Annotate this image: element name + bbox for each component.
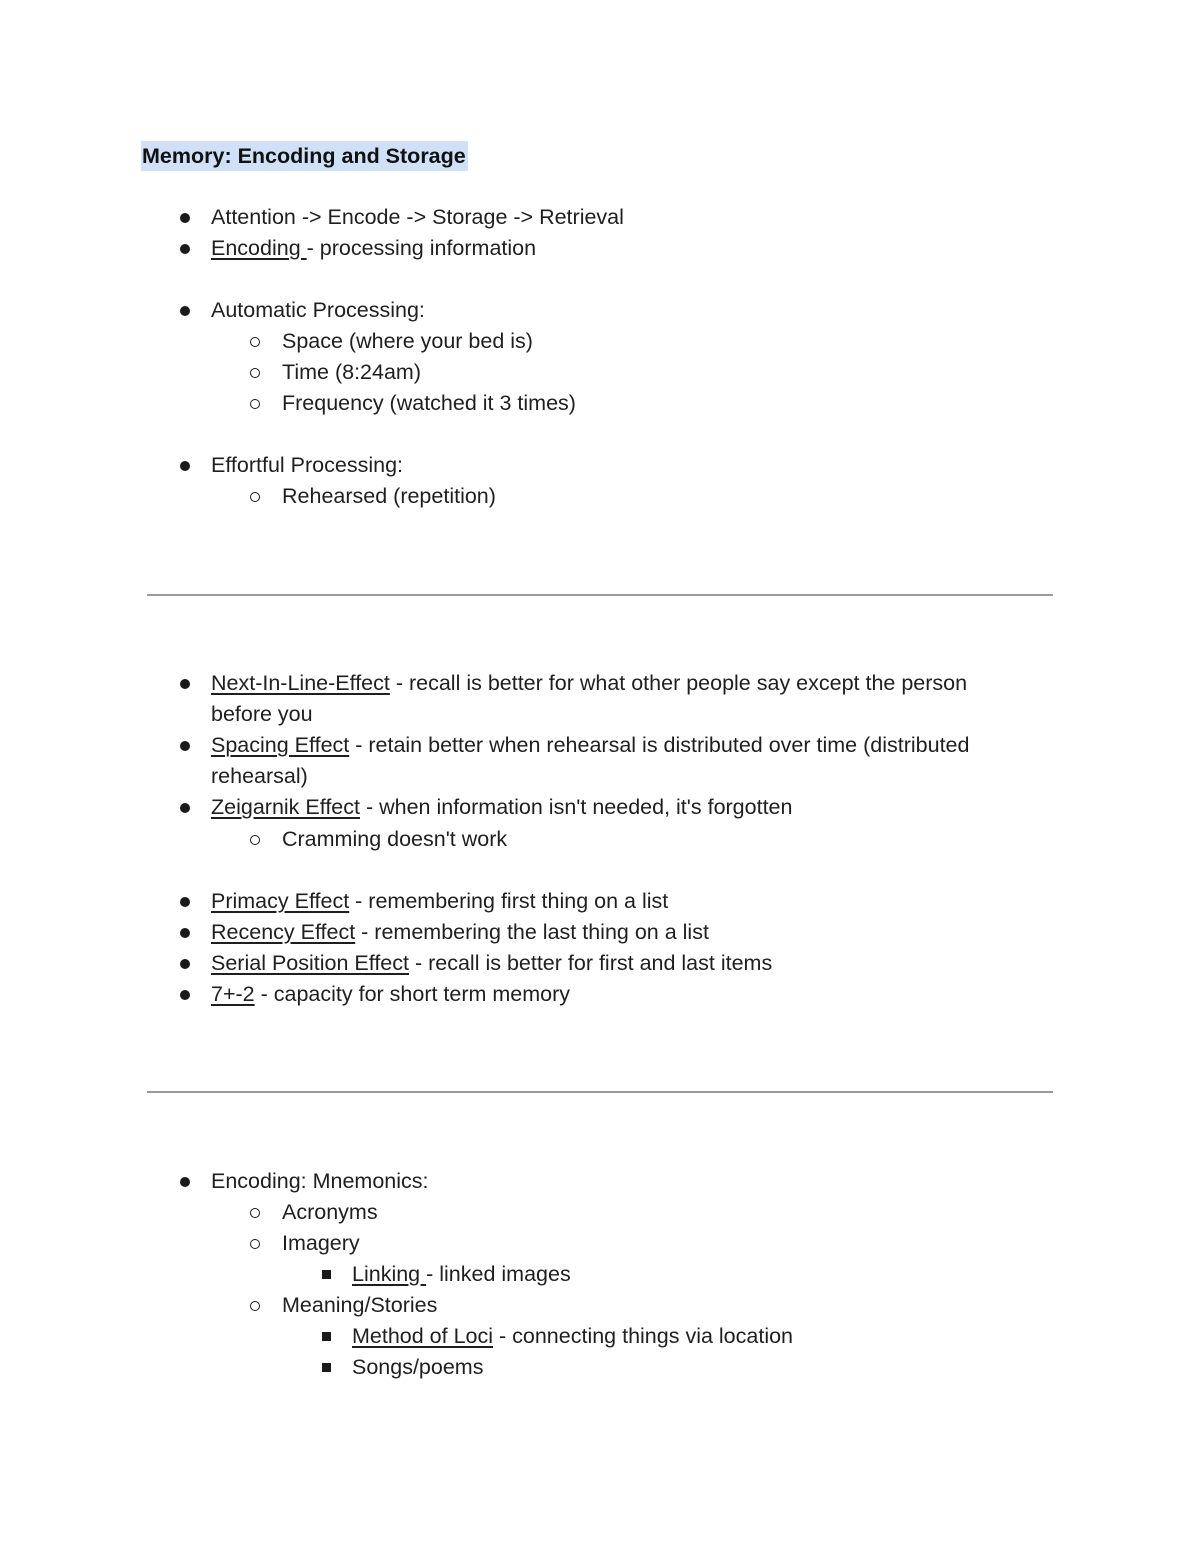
definition: - linked images: [426, 1262, 571, 1286]
sub-list-item-text: Rehearsed (repetition): [282, 484, 496, 508]
definition: - processing information: [306, 236, 537, 260]
definition: - remembering first thing on a list: [349, 889, 669, 913]
term: Serial Position Effect: [211, 951, 409, 975]
term: Method of Loci: [352, 1324, 494, 1348]
term: Encoding: [211, 236, 307, 260]
bullet-circle-icon: [245, 1197, 265, 1228]
bullet-disc-icon: [175, 668, 195, 699]
bullet-disc-icon: [175, 233, 195, 264]
sub-list-item: [282, 481, 496, 512]
bullet-square-icon: [316, 1259, 336, 1290]
list-item: [211, 792, 792, 823]
bullet-circle-icon: [245, 481, 265, 512]
bullet-circle-icon: [245, 357, 265, 388]
list-item-continuation: [211, 699, 313, 730]
sub-list-item-text: Cramming doesn't work: [282, 827, 508, 851]
bullet-circle-icon: [245, 1290, 265, 1321]
term: Primacy Effect: [211, 889, 350, 913]
definition: - recall is better for what other people say except the person: [389, 671, 968, 695]
bullet-disc-icon: [175, 202, 195, 233]
definition: - retain better when rehearsal is distributed over time (distributed: [349, 733, 970, 757]
sub-list-item-text: Imagery: [282, 1231, 360, 1255]
definition-continuation: rehearsal): [211, 764, 308, 788]
bullet-disc-icon: [175, 979, 195, 1010]
list-item-text: Attention -> Encode -> Storage -> Retrieval: [211, 205, 624, 229]
bullet-disc-icon: [175, 917, 195, 948]
list-item: [211, 202, 624, 233]
bullet-square-icon: [316, 1352, 336, 1383]
bullet-square-icon: [316, 1321, 336, 1352]
sub-list-item: [282, 326, 533, 357]
sub-list-item: [282, 388, 576, 419]
term: Spacing Effect: [211, 733, 350, 757]
definition: - connecting things via location: [493, 1324, 794, 1348]
sub-list-item: [282, 1197, 378, 1228]
sub-list-item-text: Meaning/Stories: [282, 1293, 438, 1317]
definition: - capacity for short term memory: [254, 982, 571, 1006]
bullet-disc-icon: [175, 792, 195, 823]
sub-list-item-text: Frequency (watched it 3 times): [282, 391, 576, 415]
horizontal-divider: [147, 594, 1053, 596]
list-item-continuation: [211, 761, 308, 792]
horizontal-divider: [147, 1091, 1053, 1093]
term: 7+-2: [211, 982, 255, 1006]
list-item: [211, 917, 709, 948]
list-item: [211, 233, 536, 264]
bullet-disc-icon: [175, 1166, 195, 1197]
bullet-circle-icon: [245, 1228, 265, 1259]
list-item: [211, 730, 969, 761]
bullet-disc-icon: [175, 295, 195, 326]
term: Next-In-Line-Effect: [211, 671, 390, 695]
term: Linking: [352, 1262, 427, 1286]
page-title: Memory: Encoding and Storage: [141, 141, 468, 171]
definition-continuation: before you: [211, 702, 313, 726]
definition: - remembering the last thing on a list: [355, 920, 709, 944]
bullet-circle-icon: [245, 326, 265, 357]
list-item: [211, 886, 668, 917]
term: Recency Effect: [211, 920, 356, 944]
list-item: [211, 295, 425, 326]
bullet-disc-icon: [175, 948, 195, 979]
list-item: [211, 450, 403, 481]
sub-sub-list-item: [352, 1259, 571, 1290]
bullet-disc-icon: [175, 450, 195, 481]
definition: - when information isn't needed, it's forgotten: [359, 795, 793, 819]
term: Zeigarnik Effect: [211, 795, 360, 819]
bullet-disc-icon: [175, 886, 195, 917]
sub-sub-list-item: [352, 1352, 483, 1383]
list-item-text: Automatic Processing:: [211, 298, 425, 322]
list-item: [211, 668, 967, 699]
list-item: [211, 948, 772, 979]
sub-list-item: [282, 357, 421, 388]
sub-list-item: [282, 1228, 360, 1259]
list-item: [211, 1166, 429, 1197]
sub-sub-list-item: [352, 1321, 793, 1352]
sub-sub-list-item-text: Songs/poems: [352, 1355, 484, 1379]
bullet-circle-icon: [245, 388, 265, 419]
bullet-circle-icon: [245, 824, 265, 855]
list-item-text: Effortful Processing:: [211, 453, 403, 477]
sub-list-item: [282, 1290, 437, 1321]
sub-list-item-text: Time (8:24am): [282, 360, 421, 384]
sub-list-item: [282, 824, 507, 855]
list-item: [211, 979, 570, 1010]
definition: - recall is better for first and last items: [408, 951, 773, 975]
bullet-disc-icon: [175, 730, 195, 761]
sub-list-item-text: Space (where your bed is): [282, 329, 533, 353]
list-item-text: Encoding: Mnemonics:: [211, 1169, 429, 1193]
sub-list-item-text: Acronyms: [282, 1200, 378, 1224]
